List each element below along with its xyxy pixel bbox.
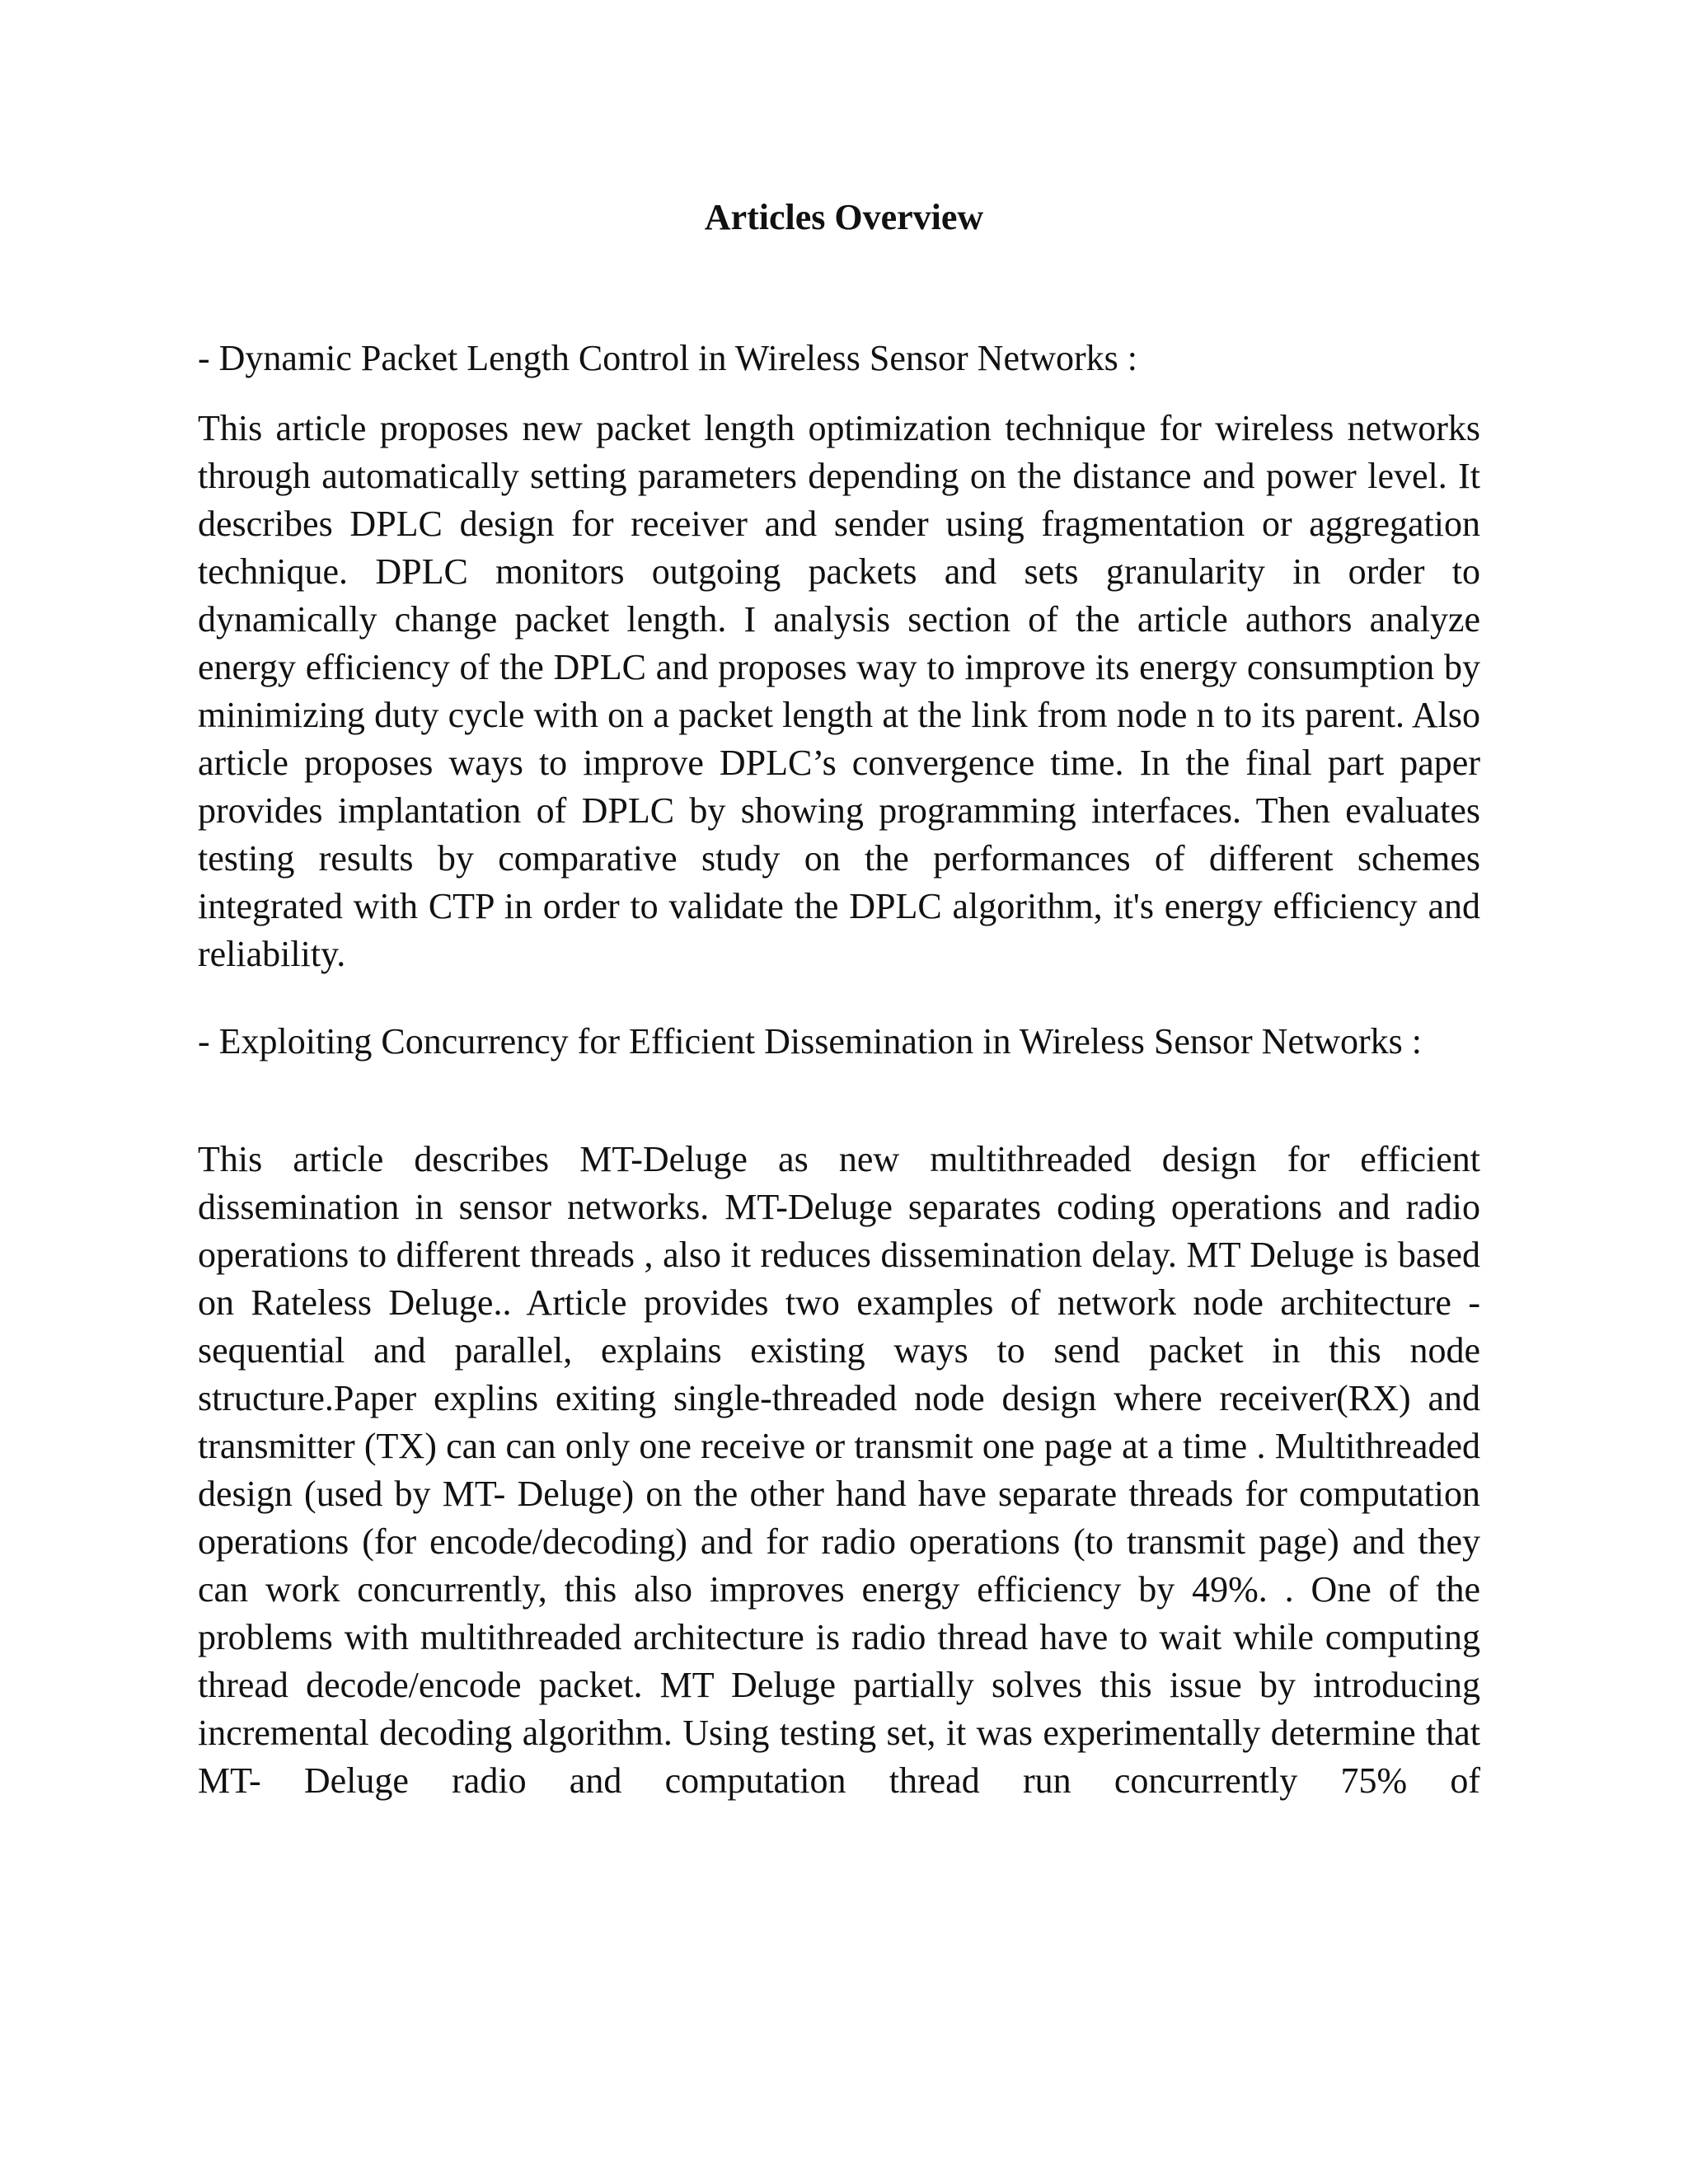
- section-heading-mt-deluge: - Exploiting Concurrency for Efficient Dissemination in Wireless Sensor Networks :: [198, 1021, 1422, 1062]
- section-body-mt-deluge: This article describes MT-Deluge as new multithreaded design for efficient dissemination in sensor networks. MT-Deluge separates coding operations and radio operations to different threads , also it reduces dissemination delay. MT Deluge is based on Rateless Deluge.. Article provides two examples of network node architecture - sequential and parallel, explains existing ways to send packet in this node structure.Paper explins exiting single-threaded node design where receiver(RX) and transmitter (TX) can can only one receive or transmit one page at a time . Multithreaded design (used by MT- Deluge) on the other hand have separate threads for computation operations (for encode/decoding) and for radio operations (to transmit page) and they can work concurrently, this also improves energy efficiency by 49%. . One of the problems with multithreaded architecture is radio thread have to wait while computing thread decode/encode packet. MT Deluge partially solves this issue by introducing incremental decoding algorithm. Using testing set, it was experimentally determine that MT- Deluge radio and computation thread run concurrently 75% of: [198, 1139, 1480, 1801]
- page-title: Articles Overview: [704, 197, 984, 237]
- section-body-dplc: This article proposes new packet length optimization technique for wireless networks through automatically setting parameters depending on the distance and power level. It describes DPLC design for receiver and sender using fragmentation or aggregation technique. DPLC monitors outgoing packets and sets granularity in order to dynamically change packet length. I analysis section of the article authors analyze energy efficiency of the DPLC and proposes way to improve its energy consumption by minimizing duty cycle with on a packet length at the link from node n to its parent. Also article proposes ways to improve DPLC’s convergence time. In the final part paper provides implantation of DPLC by showing programming interfaces. Then evaluates testing results by comparative study on the performances of different schemes integrated with CTP in order to validate the DPLC algorithm, it's energy efficiency and reliability.: [198, 408, 1480, 974]
- section-heading-dplc: - Dynamic Packet Length Control in Wireless Sensor Networks :: [198, 338, 1137, 378]
